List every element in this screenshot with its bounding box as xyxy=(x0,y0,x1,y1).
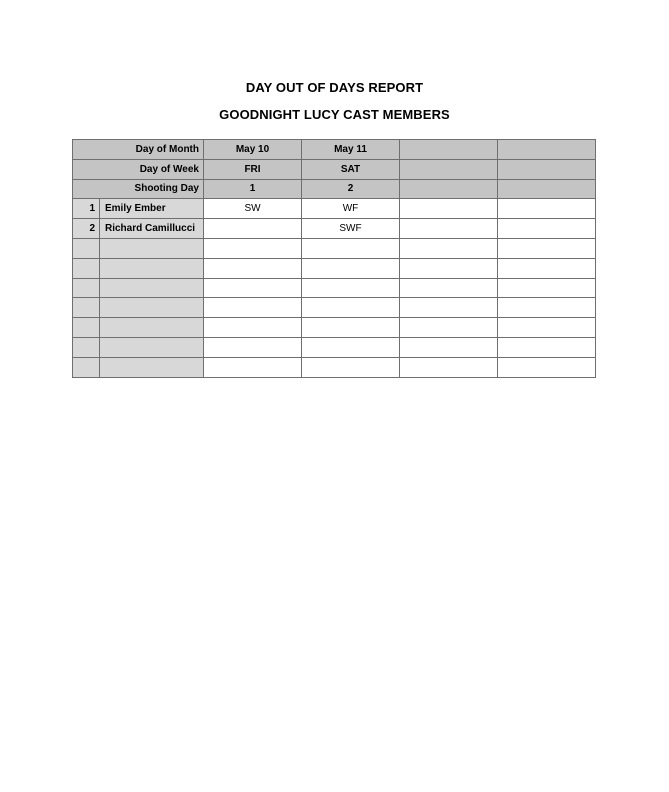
cast-name xyxy=(100,357,204,377)
cast-number xyxy=(73,318,100,338)
cast-row xyxy=(73,238,596,258)
shooting-day-cell: 1 xyxy=(204,179,302,199)
status-cell xyxy=(498,258,596,278)
shooting-day-label: Shooting Day xyxy=(73,179,204,199)
day-of-month-cell xyxy=(400,140,498,160)
report-subtitle: GOODNIGHT LUCY CAST MEMBERS xyxy=(219,107,450,122)
status-cell xyxy=(302,258,400,278)
cast-name xyxy=(100,318,204,338)
cast-number: 1 xyxy=(73,199,100,219)
status-cell xyxy=(400,278,498,298)
cast-name xyxy=(100,238,204,258)
cast-number xyxy=(73,238,100,258)
cast-name: Richard Camillucci xyxy=(100,219,204,239)
status-cell xyxy=(302,238,400,258)
day-of-month-cell xyxy=(498,140,596,160)
status-cell xyxy=(498,318,596,338)
day-of-week-cell xyxy=(498,159,596,179)
header-row-day-of-month xyxy=(73,140,596,160)
status-cell xyxy=(204,238,302,258)
cast-name xyxy=(100,278,204,298)
cast-row xyxy=(73,298,596,318)
cast-number xyxy=(73,278,100,298)
cast-name xyxy=(100,258,204,278)
cast-number xyxy=(73,298,100,318)
status-cell xyxy=(302,337,400,357)
day-of-month-label: Day of Month xyxy=(73,140,204,160)
cast-row xyxy=(73,357,596,377)
status-cell xyxy=(400,238,498,258)
status-cell xyxy=(400,219,498,239)
day-of-week-cell: FRI xyxy=(204,159,302,179)
status-cell xyxy=(498,199,596,219)
status-cell xyxy=(204,278,302,298)
status-cell xyxy=(204,357,302,377)
cast-number xyxy=(73,258,100,278)
day-of-month-cell: May 10 xyxy=(204,140,302,160)
shooting-day-cell xyxy=(498,179,596,199)
shooting-day-cell: 2 xyxy=(302,179,400,199)
status-cell xyxy=(204,318,302,338)
cast-row xyxy=(73,199,596,219)
status-cell xyxy=(498,337,596,357)
status-cell xyxy=(498,298,596,318)
status-cell xyxy=(400,357,498,377)
status-cell xyxy=(204,298,302,318)
status-cell xyxy=(302,298,400,318)
header-row-shooting-day xyxy=(73,179,596,199)
status-cell xyxy=(498,219,596,239)
status-cell xyxy=(400,318,498,338)
report-title: DAY OUT OF DAYS REPORT xyxy=(245,80,424,95)
day-of-week-cell: SAT xyxy=(302,159,400,179)
cast-name xyxy=(100,337,204,357)
status-cell xyxy=(498,278,596,298)
shooting-day-cell xyxy=(400,179,498,199)
status-cell xyxy=(204,337,302,357)
cast-name: Emily Ember xyxy=(100,199,204,219)
status-cell xyxy=(302,318,400,338)
cast-row xyxy=(73,318,596,338)
status-cell xyxy=(400,199,498,219)
cast-row xyxy=(73,219,596,239)
cast-number: 2 xyxy=(73,219,100,239)
cast-number xyxy=(73,357,100,377)
cast-name xyxy=(100,298,204,318)
cast-row xyxy=(73,278,596,298)
day-of-week-label: Day of Week xyxy=(73,159,204,179)
status-cell xyxy=(498,357,596,377)
status-cell xyxy=(400,258,498,278)
status-cell xyxy=(400,298,498,318)
header-row-day-of-week xyxy=(73,159,596,179)
status-cell: SWF xyxy=(302,219,400,239)
cast-row xyxy=(73,258,596,278)
status-cell: SW xyxy=(204,199,302,219)
day-out-of-days-table xyxy=(72,139,596,378)
status-cell xyxy=(204,258,302,278)
status-cell xyxy=(302,278,400,298)
status-cell xyxy=(400,337,498,357)
status-cell: WF xyxy=(302,199,400,219)
status-cell xyxy=(498,238,596,258)
status-cell xyxy=(204,219,302,239)
day-of-month-cell: May 11 xyxy=(302,140,400,160)
cast-row xyxy=(73,337,596,357)
status-cell xyxy=(302,357,400,377)
cast-number xyxy=(73,337,100,357)
day-of-week-cell xyxy=(400,159,498,179)
